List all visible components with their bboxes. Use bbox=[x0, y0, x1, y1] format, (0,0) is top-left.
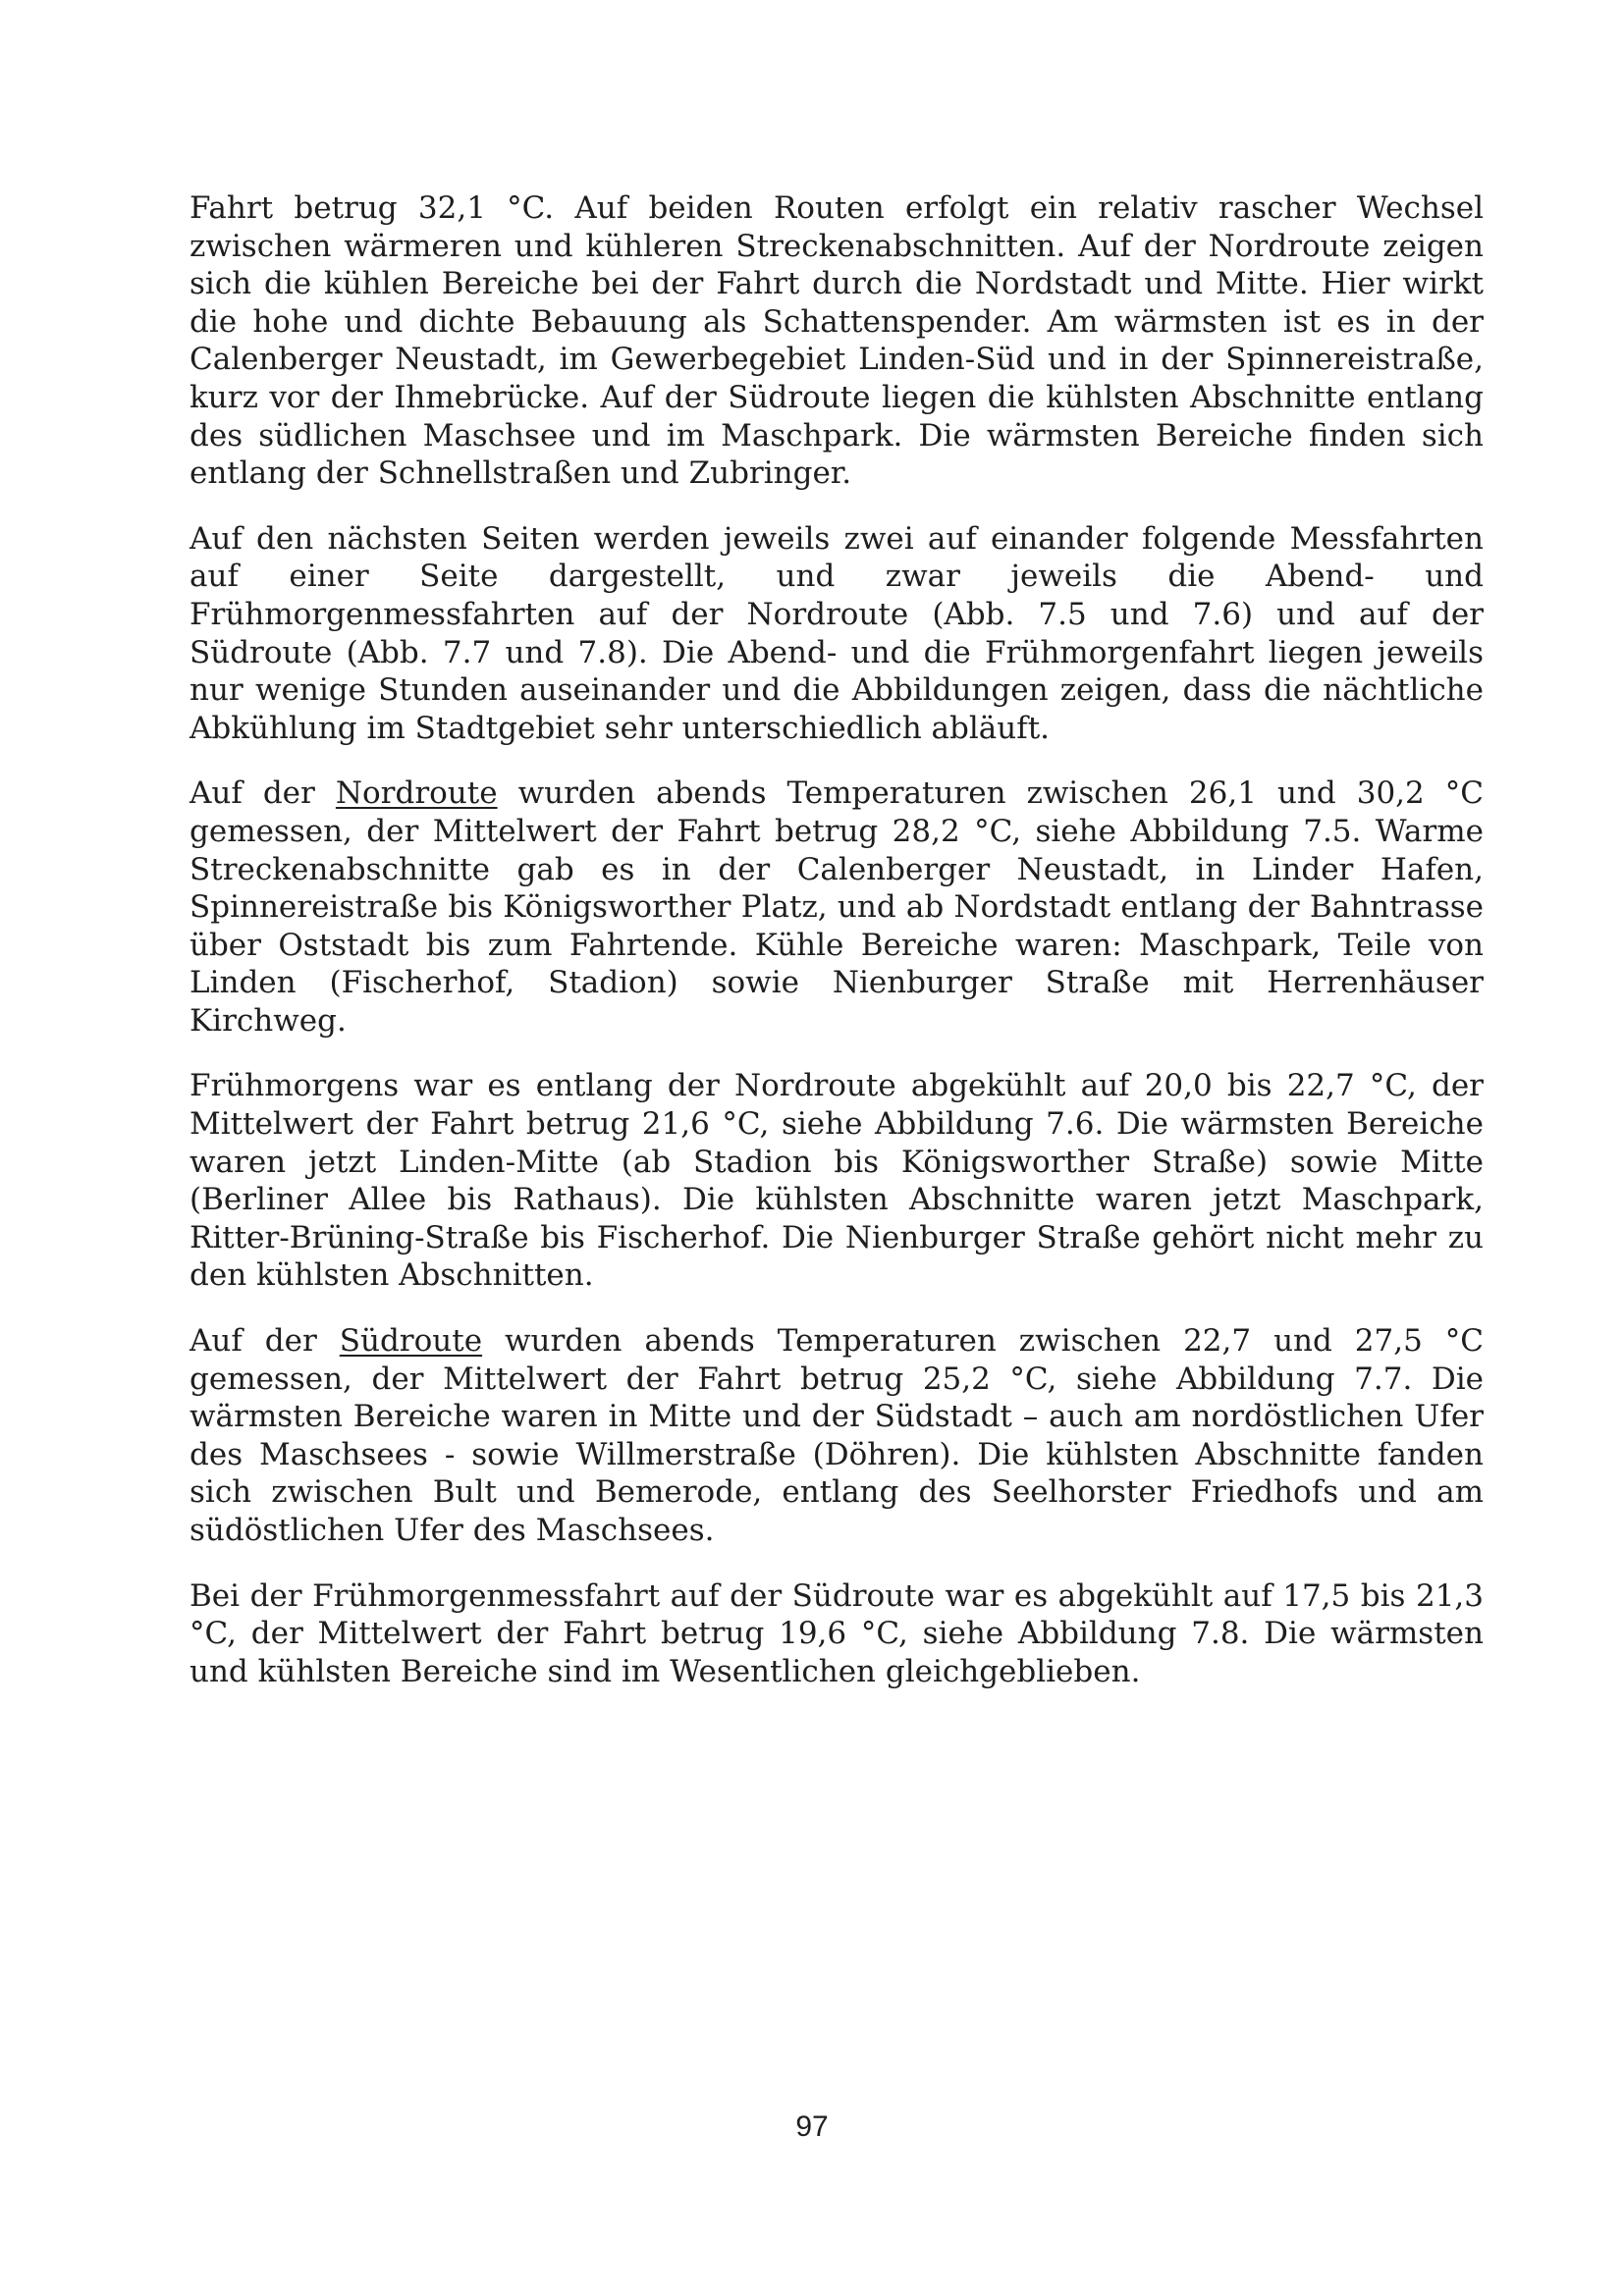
paragraph-route-comparison: Fahrt betrug 32,1 °C. Auf beiden Routen erfolgt ein relativ rascher Wechsel zwischen wärmeren und kühleren Streckenabschnitten. Auf der Nordroute zeigen sich die kühlen Bereiche bei der Fahrt durch die Nordstadt und Mitte. Hier wirkt die hohe und dichte Bebauung als Schattenspender. Am wärmsten ist es in der Calenberger Neustadt, im Gewerbegebiet Linden-Süd und in der Spinnereistraße, kurz vor der Ihmebrücke. Auf der Südroute liegen die kühlsten Abschnitte entlang des südlichen Maschsee und im Maschpark. Die wärmsten Bereiche finden sich entlang der Schnellstraßen und Zubringer. bbox=[189, 190, 1484, 492]
page-number: 97 bbox=[795, 2110, 829, 2143]
text-span: wurden abends Temperaturen zwischen 26,1 und 30,2 °C gemessen, der Mittelwert der Fahrt betrug 28,2 °C, siehe Abbildung 7.5. Warme Streckenabschnitte gab es in der Calenberger Neustadt, in Linder Hafen, Spinnereistraße bis Königsworther Platz, und ab Nordstadt entlang der Bahntrasse über Oststadt bis zum Fahrtende. Kühle Bereiche waren: Maschpark, Teile von Linden (Fischerhof, Stadion) sowie Nienburger Straße mit Herrenhäuser Kirchweg. bbox=[189, 775, 1484, 1039]
paragraph-suedroute-morning: Bei der Frühmorgenmessfahrt auf der Südroute war es abgekühlt auf 17,5 bis 21,3 °C, der Mittelwert der Fahrt betrug 19,6 °C, siehe Abbildung 7.8. Die wärmsten und kühlsten Bereiche sind im Wesentlichen gleichgeblieben. bbox=[189, 1577, 1484, 1689]
nordroute-underlined-term: Nordroute bbox=[335, 775, 498, 812]
paragraph-figure-overview: Auf den nächsten Seiten werden jeweils zwei auf einander folgende Messfahrten auf einer Seite dargestellt, und zwar jeweils die Abend- und Frühmorgenmessfahrten auf der Nordroute (Abb. 7.5 und 7.6) und auf der Südroute (Abb. 7.7 und 7.8). Die Abend- und die Frühmorgenfahrt liegen jeweils nur wenige Stunden auseinander und die Abbildungen zeigen, dass die nächtliche Abkühlung im Stadtgebiet sehr unterschiedlich abläuft. bbox=[189, 520, 1484, 746]
body-text bbox=[189, 189, 1484, 1718]
text-span: wurden abends Temperaturen zwischen 22,7 und 27,5 °C gemessen, der Mittelwert der Fahrt betrug 25,2 °C, siehe Abbildung 7.7. Die wärmsten Bereiche waren in Mitte und der Südstadt – auch am nordöstlichen Ufer des Maschsees - sowie Willmerstraße (Döhren). Die kühlsten Abschnitte fanden sich zwischen Bult und Bemerode, entlang des Seelhorster Friedhofs und am südöstlichen Ufer des Maschsees. bbox=[189, 1323, 1484, 1548]
text-span: Auf der bbox=[189, 775, 336, 812]
paragraph-nordroute-morning: Frühmorgens war es entlang der Nordroute abgekühlt auf 20,0 bis 22,7 °C, der Mittelwert der Fahrt betrug 21,6 °C, siehe Abbildung 7.6. Die wärmsten Bereiche waren jetzt Linden-Mitte (ab Stadion bis Königsworther Straße) sowie Mitte (Berliner Allee bis Rathaus). Die kühlsten Abschnitte waren jetzt Maschpark, Ritter-Brüning-Straße bis Fischerhof. Die Nienburger Straße gehört nicht mehr zu den kühlsten Abschnitten. bbox=[189, 1068, 1484, 1294]
paragraph-nordroute-evening bbox=[189, 774, 1484, 1040]
paragraph-suedroute-evening bbox=[189, 1322, 1484, 1550]
text-span: Auf der bbox=[189, 1323, 340, 1360]
suedroute-underlined-term: Südroute bbox=[339, 1323, 483, 1360]
